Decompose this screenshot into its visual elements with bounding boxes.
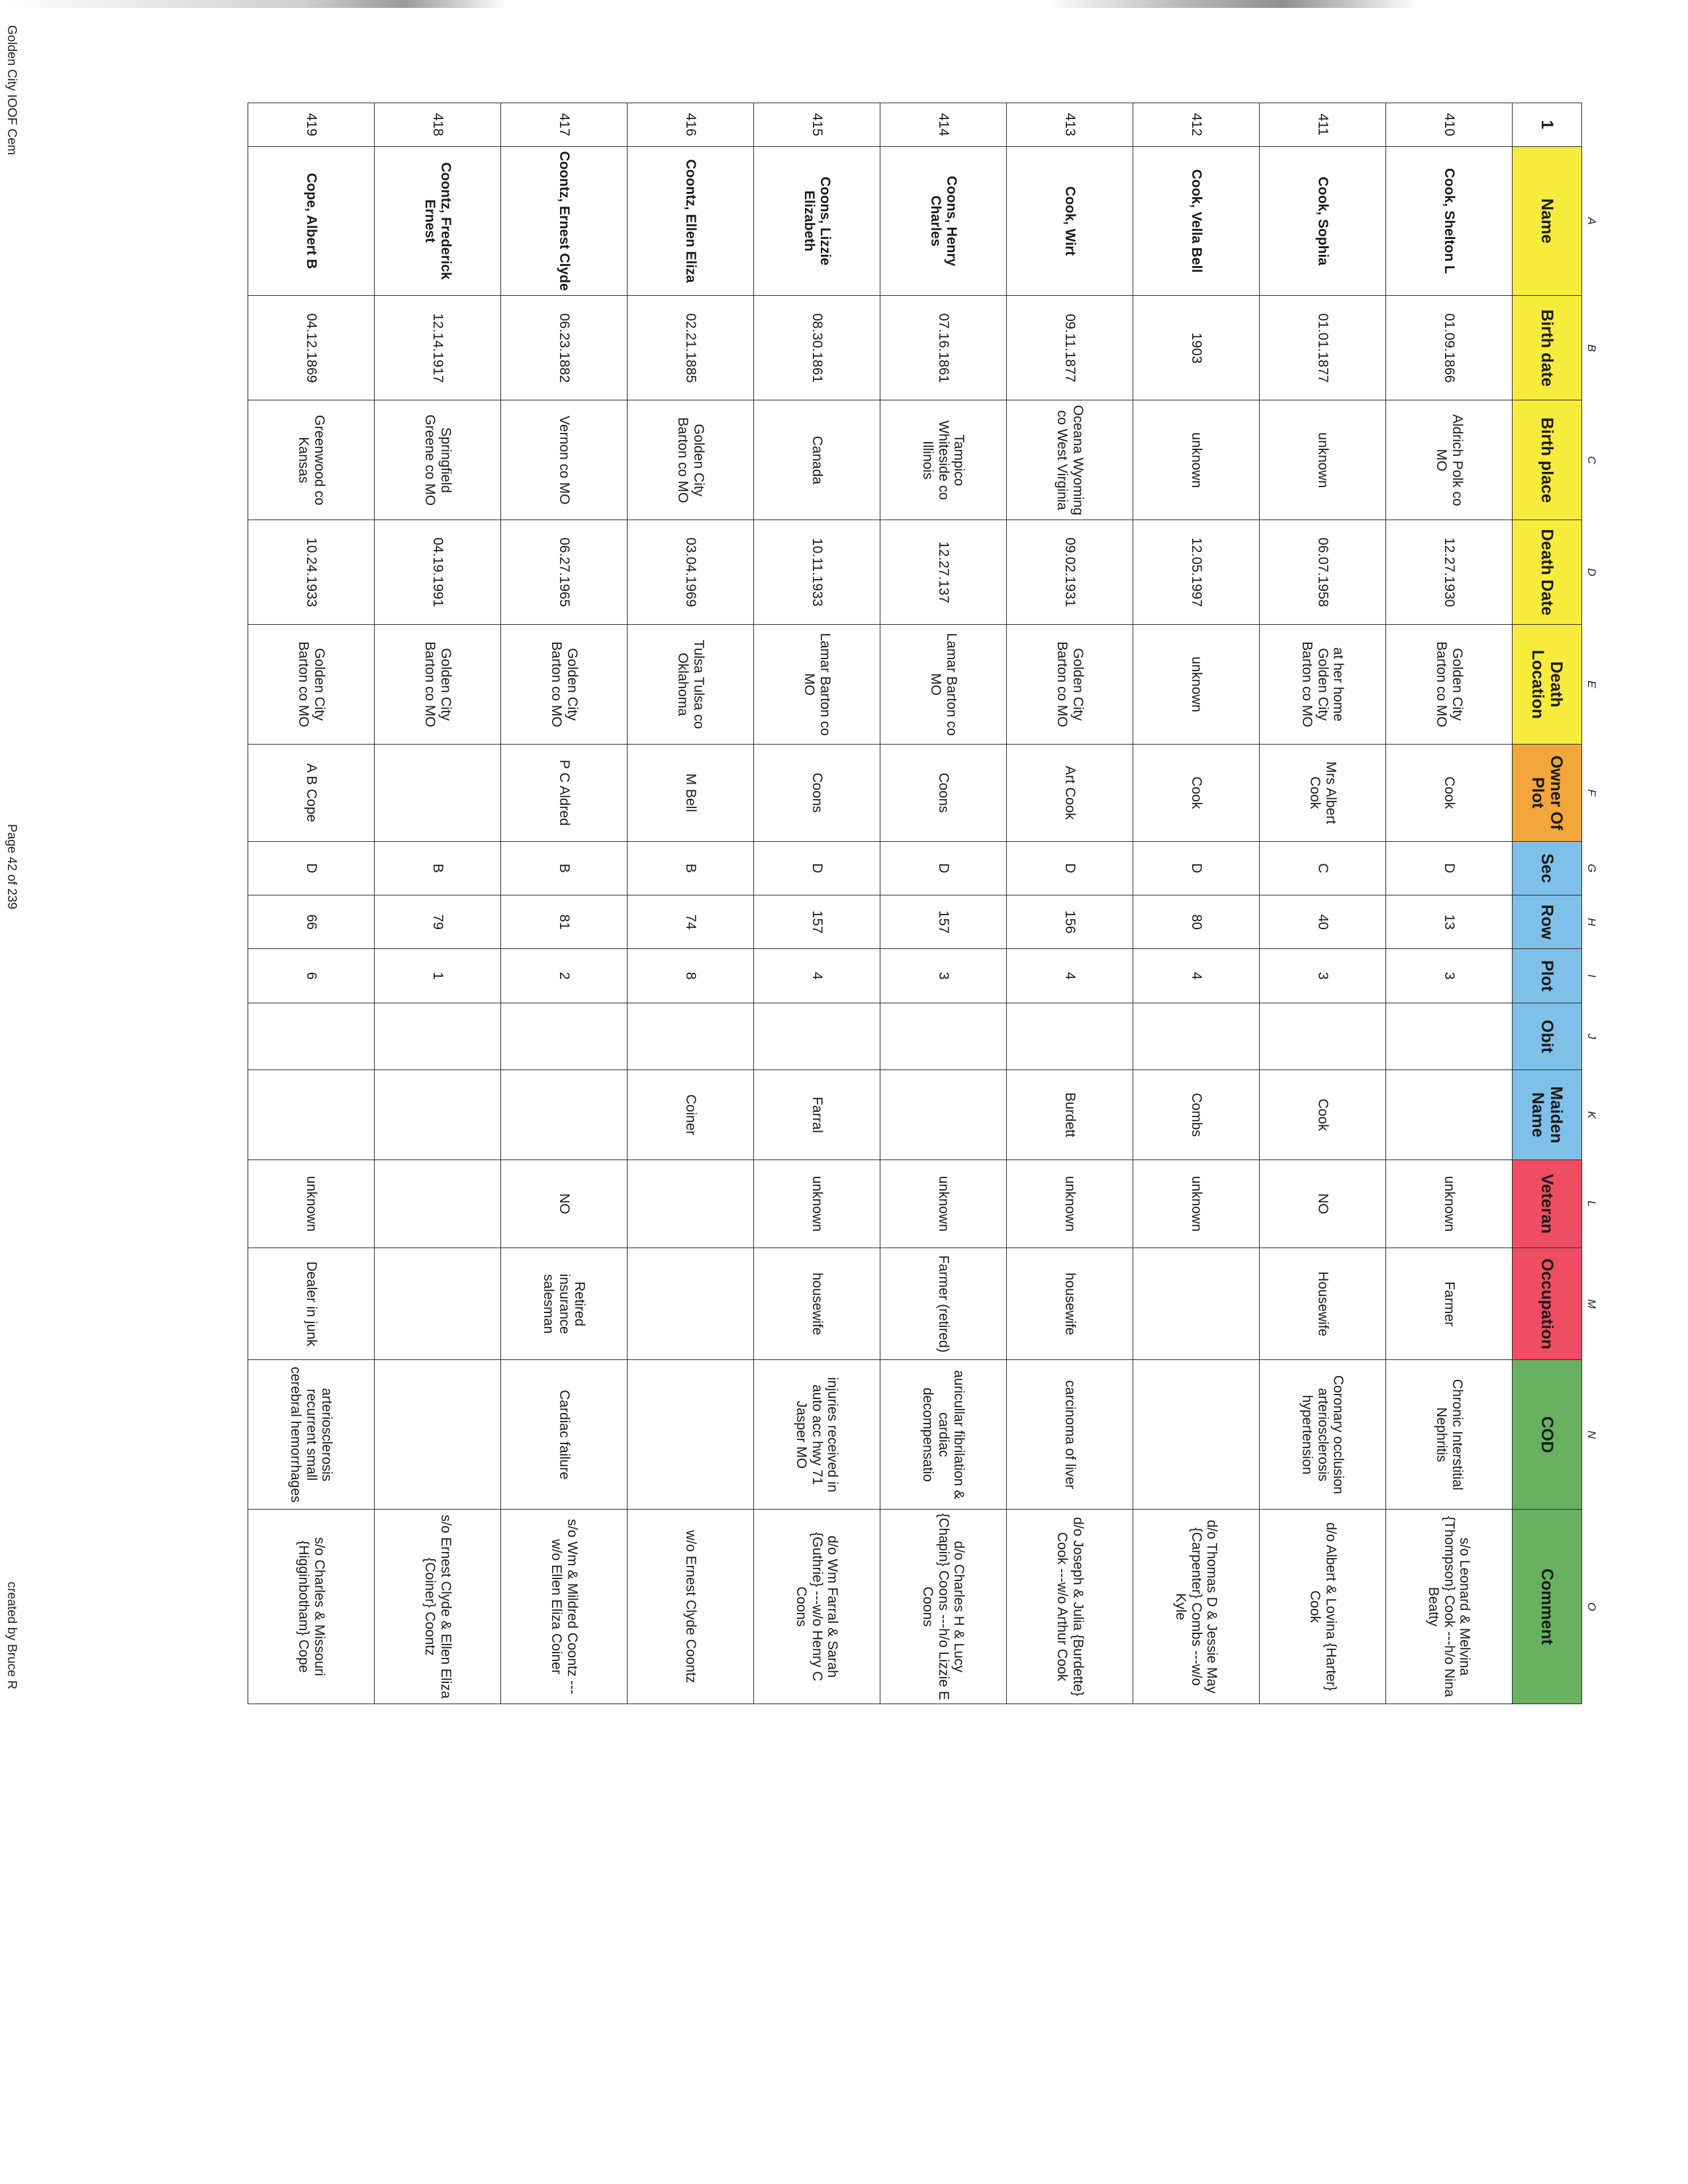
cell-death-location: Golden City Barton co MO — [501, 625, 628, 745]
cell-cod — [375, 1360, 501, 1510]
cell-cod: auricullar fibrilation & cardiac decompensatio — [880, 1360, 1007, 1510]
cell-birth-place: Tampico Whiteside co Illinois — [880, 400, 1007, 520]
cell-owner-of-plot: Coons — [754, 744, 880, 841]
cemetery-label: Golden City IOOF Cem — [5, 25, 19, 156]
cell-row: 79 — [375, 895, 501, 949]
cell-owner-of-plot: A B Cope — [248, 744, 375, 841]
cell-obit — [1386, 1003, 1513, 1070]
header-row-number: 1 — [1513, 103, 1582, 147]
cell-name: Coontz, Ernest Clyde — [501, 146, 628, 296]
cell-birth-date: 07.16.1861 — [880, 296, 1007, 400]
cell-veteran: NO — [1260, 1160, 1386, 1248]
cell-cod — [1133, 1360, 1260, 1510]
cell-sec: D — [1133, 841, 1260, 895]
cell-birth-place: Vernon co MO — [501, 400, 628, 520]
cell-birth-place: Golden City Barton co MO — [628, 400, 754, 520]
cell-comment: d/o Wm Farral & Sarah {Guthrie} ---w/o Henry C Coons — [754, 1510, 880, 1704]
cell-row: 156 — [1007, 895, 1133, 949]
page-label: Page 42 of 239 — [5, 824, 19, 909]
cell-death-location: Golden City Barton co MO — [375, 625, 501, 745]
cell-owner-of-plot: M Bell — [628, 744, 754, 841]
cell-death-location: at her home Golden City Barton co MO — [1260, 625, 1386, 745]
cell-comment: w/o Ernest Clyde Coontz — [628, 1510, 754, 1704]
cell-row: 157 — [754, 895, 880, 949]
cell-row: 157 — [880, 895, 1007, 949]
cell-death-date: 10.24.1933 — [248, 520, 375, 625]
cell-maiden-name: Cook — [1260, 1070, 1386, 1160]
header-death-date: Death Date — [1513, 520, 1582, 625]
header-birth-place: Birth place — [1513, 400, 1582, 520]
cell-death-location: Tulsa Tulsa co Oklahoma — [628, 625, 754, 745]
cell-row: 40 — [1260, 895, 1386, 949]
cell-comment: s/o Ernest Clyde & Ellen Eliza {Coiner} Coontz — [375, 1510, 501, 1704]
cell-birth-place: Aldrich Polk co MO — [1386, 400, 1513, 520]
cell-comment: d/o Albert & Lovina {Harter} Cook — [1260, 1510, 1386, 1704]
row-number: 410 — [1386, 103, 1513, 147]
column-letter-d: D — [1585, 568, 1598, 576]
cell-birth-date: 01.09.1866 — [1386, 296, 1513, 400]
cell-obit — [628, 1003, 754, 1070]
cell-death-date: 12.27.137 — [880, 520, 1007, 625]
header-occupation: Occupation — [1513, 1248, 1582, 1360]
header-plot: Plot — [1513, 949, 1582, 1003]
column-letter-c: C — [1585, 456, 1598, 465]
cell-owner-of-plot: P C Aldred — [501, 744, 628, 841]
cell-row: 74 — [628, 895, 754, 949]
cell-cod: arteriosclerosis recurrent small cerebral hemorrhages — [248, 1360, 375, 1510]
cell-plot: 4 — [1133, 949, 1260, 1003]
cell-plot: 3 — [1386, 949, 1513, 1003]
cell-obit — [1260, 1003, 1386, 1070]
cell-obit — [754, 1003, 880, 1070]
cell-cod: carcinoma of liver — [1007, 1360, 1133, 1510]
header-veteran: Veteran — [1513, 1160, 1582, 1248]
cell-name: Cope, Albert B — [248, 146, 375, 296]
cell-maiden-name: Burdett — [1007, 1070, 1133, 1160]
table-row — [501, 103, 628, 1704]
row-number: 417 — [501, 103, 628, 147]
header-birth-date: Birth date — [1513, 296, 1582, 400]
cell-birth-date: 01.01.1877 — [1260, 296, 1386, 400]
cell-maiden-name — [501, 1070, 628, 1160]
header-cod: COD — [1513, 1360, 1582, 1510]
row-number: 414 — [880, 103, 1007, 147]
cell-sec: C — [1260, 841, 1386, 895]
cell-row: 66 — [248, 895, 375, 949]
cell-veteran: unknown — [1386, 1160, 1513, 1248]
cell-name: Cook, Shelton L — [1386, 146, 1513, 296]
cell-cod: injuries received in auto acc hwy 71 Jasper MO — [754, 1360, 880, 1510]
cell-birth-date: 02.21.1885 — [628, 296, 754, 400]
cell-birth-place: Canada — [754, 400, 880, 520]
cell-maiden-name: Combs — [1133, 1070, 1260, 1160]
cell-death-location: Lamar Barton co MO — [754, 625, 880, 745]
cell-obit — [1007, 1003, 1133, 1070]
table-row — [1386, 103, 1513, 1704]
row-number: 419 — [248, 103, 375, 147]
cell-name: Cook, Sophia — [1260, 146, 1386, 296]
column-letter-m: M — [1585, 1299, 1598, 1309]
cell-death-date: 04.19.1991 — [375, 520, 501, 625]
cell-maiden-name — [248, 1070, 375, 1160]
cell-obit — [248, 1003, 375, 1070]
cell-plot: 6 — [248, 949, 375, 1003]
cell-sec: D — [248, 841, 375, 895]
row-number: 418 — [375, 103, 501, 147]
cell-owner-of-plot — [375, 744, 501, 841]
row-number: 411 — [1260, 103, 1386, 147]
cell-sec: D — [880, 841, 1007, 895]
cell-obit — [375, 1003, 501, 1070]
cell-maiden-name: Farral — [754, 1070, 880, 1160]
cell-owner-of-plot: Cook — [1133, 744, 1260, 841]
cell-occupation: Housewife — [1260, 1248, 1386, 1360]
cell-death-location: Golden City Barton co MO — [1007, 625, 1133, 745]
cell-death-date: 06.07.1958 — [1260, 520, 1386, 625]
cell-veteran: unknown — [248, 1160, 375, 1248]
cell-veteran: unknown — [754, 1160, 880, 1248]
column-letter-n: N — [1585, 1430, 1598, 1439]
cell-owner-of-plot: Coons — [880, 744, 1007, 841]
cell-obit — [501, 1003, 628, 1070]
cell-maiden-name — [375, 1070, 501, 1160]
cell-occupation: housewife — [754, 1248, 880, 1360]
cell-name: Coontz, Frederick Ernest — [375, 146, 501, 296]
cell-birth-date: 08.30.1861 — [754, 296, 880, 400]
column-letter-l: L — [1585, 1201, 1598, 1207]
table-row — [1260, 103, 1386, 1704]
cell-comment: d/o Joseph & Julia {Burdette} Cook ---w/o Arthur Cook — [1007, 1510, 1133, 1704]
cell-birth-date: 09.11.1877 — [1007, 296, 1133, 400]
column-letter-f: F — [1585, 789, 1598, 797]
cell-sec: D — [1007, 841, 1133, 895]
cell-death-date: 10.11.1933 — [754, 520, 880, 625]
cell-occupation: Retired insurance salesman — [501, 1248, 628, 1360]
cell-death-location: Golden City Barton co MO — [1386, 625, 1513, 745]
cell-birth-date: 06.23.1882 — [501, 296, 628, 400]
cell-veteran: unknown — [1133, 1160, 1260, 1248]
column-letter-e: E — [1585, 680, 1598, 688]
header-comment: Comment — [1513, 1510, 1582, 1704]
cell-occupation: Dealer in junk — [248, 1248, 375, 1360]
rotated-sheet-canvas — [30, 40, 1658, 2144]
cell-cod — [628, 1360, 754, 1510]
header-name: Name — [1513, 146, 1582, 296]
cell-comment: s/o Leonard & Melvina {Thompson} Cook ---h/o Nina Beatty — [1386, 1510, 1513, 1704]
header-death-location: Death Location — [1513, 625, 1582, 745]
cell-birth-place: Greenwood co Kansas — [248, 400, 375, 520]
cell-birth-date: 1903 — [1133, 296, 1260, 400]
cell-maiden-name — [880, 1070, 1007, 1160]
column-letter-o: O — [1585, 1602, 1598, 1612]
cell-plot: 4 — [754, 949, 880, 1003]
cell-comment: d/o Thomas D & Jessie May {Carpenter} Combs ---w/o Kyle — [1133, 1510, 1260, 1704]
table-row — [375, 103, 501, 1704]
column-letter — [1582, 103, 1599, 147]
column-letter-j: J — [1585, 1033, 1598, 1040]
cell-owner-of-plot: Art Cook — [1007, 744, 1133, 841]
cell-sec: D — [1386, 841, 1513, 895]
cell-birth-date: 04.12.1869 — [248, 296, 375, 400]
cell-death-date: 09.02.1931 — [1007, 520, 1133, 625]
cell-maiden-name — [1386, 1070, 1513, 1160]
cell-birth-place: unknown — [1260, 400, 1386, 520]
column-letter-h: H — [1585, 918, 1598, 927]
cell-name: Cook, Wirt — [1007, 146, 1133, 296]
cell-occupation — [375, 1248, 501, 1360]
table-row — [880, 103, 1007, 1704]
header-obit: Obit — [1513, 1003, 1582, 1070]
table-row — [754, 103, 880, 1704]
cell-occupation: Farmer (retired) — [880, 1248, 1007, 1360]
table-row — [248, 103, 375, 1704]
cell-birth-date: 12.14.1917 — [375, 296, 501, 400]
cell-veteran: unknown — [880, 1160, 1007, 1248]
cell-birth-place: unknown — [1133, 400, 1260, 520]
column-letter-a: A — [1585, 217, 1598, 225]
cell-death-location: unknown — [1133, 625, 1260, 745]
cell-plot: 1 — [375, 949, 501, 1003]
cell-death-date: 12.05.1997 — [1133, 520, 1260, 625]
cell-sec: B — [628, 841, 754, 895]
column-letter-strip — [1582, 103, 1599, 1704]
cell-occupation: Farmer — [1386, 1248, 1513, 1360]
table-row — [1133, 103, 1260, 1704]
cell-name: Cook, Vella Bell — [1133, 146, 1260, 296]
cell-veteran — [628, 1160, 754, 1248]
row-number: 416 — [628, 103, 754, 147]
header-maiden-name: Maiden Name — [1513, 1070, 1582, 1160]
cell-comment: s/o Wm & Mildred Coontz ---w/o Ellen Eliza Coiner — [501, 1510, 628, 1704]
cell-row: 81 — [501, 895, 628, 949]
cell-veteran: unknown — [1007, 1160, 1133, 1248]
cell-cod: Chronic Interstitial Nephritis — [1386, 1360, 1513, 1510]
cell-plot: 3 — [880, 949, 1007, 1003]
table-row — [1007, 103, 1133, 1704]
cell-plot: 4 — [1007, 949, 1133, 1003]
cell-owner-of-plot: Cook — [1386, 744, 1513, 841]
row-number: 413 — [1007, 103, 1133, 147]
cell-cod: Coronary occlusion arteriosclerosis hypertension — [1260, 1360, 1386, 1510]
cell-veteran — [375, 1160, 501, 1248]
cell-owner-of-plot: Mrs Albert Cook — [1260, 744, 1386, 841]
cell-obit — [1133, 1003, 1260, 1070]
cell-sec: B — [501, 841, 628, 895]
row-number: 415 — [754, 103, 880, 147]
row-number: 412 — [1133, 103, 1260, 147]
cell-occupation — [1133, 1248, 1260, 1360]
cell-obit — [880, 1003, 1007, 1070]
cell-plot: 2 — [501, 949, 628, 1003]
cell-birth-place: Springfield Greene co MO — [375, 400, 501, 520]
cell-death-date: 06.27.1965 — [501, 520, 628, 625]
cell-comment: s/o Charles & Missouri {Higginbotham} Cope — [248, 1510, 375, 1704]
cell-occupation: housewife — [1007, 1248, 1133, 1360]
header-owner-of-plot: Owner Of Plot — [1513, 744, 1582, 841]
column-letter-k: K — [1585, 1111, 1598, 1119]
cell-name: Coons, Lizzie Elizabeth — [754, 146, 880, 296]
cell-veteran: NO — [501, 1160, 628, 1248]
cell-sec: B — [375, 841, 501, 895]
cell-death-location: Golden City Barton co MO — [248, 625, 375, 745]
cell-occupation — [628, 1248, 754, 1360]
cell-plot: 8 — [628, 949, 754, 1003]
cell-maiden-name: Coiner — [628, 1070, 754, 1160]
cell-name: Coons, Henry Charles — [880, 146, 1007, 296]
scan-edge-artifact — [0, 0, 1688, 8]
cell-death-location: Lamar Barton co MO — [880, 625, 1007, 745]
cell-birth-place: Oceana Wyoming co West Virginia — [1007, 400, 1133, 520]
cell-name: Coontz, Ellen Eliza — [628, 146, 754, 296]
column-letter-g: G — [1585, 864, 1598, 873]
column-letter-b: B — [1585, 344, 1598, 352]
header-sec: Sec — [1513, 841, 1582, 895]
created-by-label: created by Bruce R — [5, 1582, 19, 1690]
cell-death-date: 03.04.1969 — [628, 520, 754, 625]
cell-row: 80 — [1133, 895, 1260, 949]
header-row: Row — [1513, 895, 1582, 949]
column-letter-i: I — [1585, 974, 1598, 978]
table-row — [628, 103, 754, 1704]
cell-death-date: 12.27.1930 — [1386, 520, 1513, 625]
cemetery-records-table — [248, 103, 1599, 1704]
cell-cod: Cardiac failure — [501, 1360, 628, 1510]
table-header-row — [1513, 103, 1582, 1704]
cell-sec: D — [754, 841, 880, 895]
cell-comment: d/o Charles H & Lucy {Chapin} Coons ---h/o Lizzie E Coons — [880, 1510, 1007, 1704]
cell-row: 13 — [1386, 895, 1513, 949]
cell-plot: 3 — [1260, 949, 1386, 1003]
